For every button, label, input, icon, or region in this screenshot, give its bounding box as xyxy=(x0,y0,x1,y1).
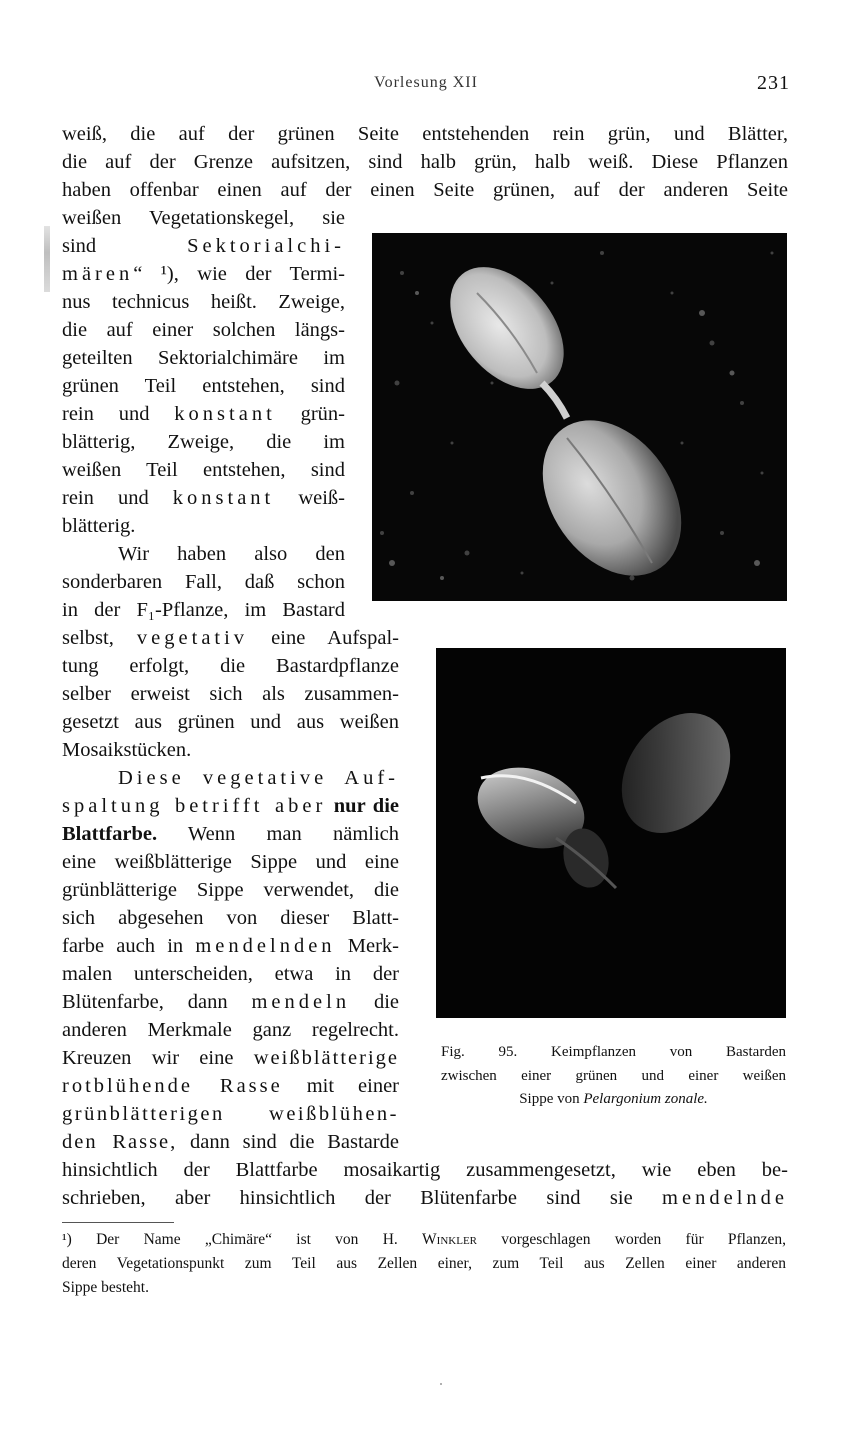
body-line: grünblätterige Sippe verwendet, die xyxy=(62,879,399,901)
emphasis-spaced: Sektorialchi- xyxy=(187,235,345,257)
body-line: eine weißblätterige Sippe und eine xyxy=(62,851,399,873)
emphasis-spaced: rotblühende Rasse xyxy=(62,1075,283,1097)
footnote-rule xyxy=(62,1222,174,1223)
page-header xyxy=(62,74,790,102)
body-line: farbe auch in mendelnden Merk- xyxy=(62,935,399,957)
body-line: blätterig, Zweige, die im xyxy=(62,431,345,453)
margin-scan-mark xyxy=(44,226,50,292)
scan-speck xyxy=(440,1383,442,1385)
emphasis-spaced: vegetativ xyxy=(136,627,249,649)
body-line: haben offenbar einen auf der einen Seite grünen, auf der anderen Seite xyxy=(62,179,788,201)
running-title: Vorlesung XII xyxy=(374,74,478,91)
body-line: Blütenfarbe, dann mendeln die xyxy=(62,991,399,1013)
emphasis-spaced: konstant xyxy=(172,487,275,509)
body-line: tung erfolgt, die Bastardpflanze xyxy=(62,655,399,677)
body-line: blätterig. xyxy=(62,515,136,537)
body-line: anderen Merkmale ganz regelrecht. xyxy=(62,1019,399,1041)
emphasis-bold: nur die xyxy=(333,795,399,817)
body-line: nus technicus heißt. Zweige, xyxy=(62,291,345,313)
body-line: die auf der Grenze aufsitzen, sind halb grün, halb weiß. Diese Pflanzen xyxy=(62,151,788,173)
figure-caption-line: zwischen einer grünen und einer weißen xyxy=(441,1068,786,1084)
emphasis-spaced: spaltung betrifft aber xyxy=(62,795,327,817)
body-line: die auf einer solchen längs- xyxy=(62,319,345,341)
emphasis-spaced: den Rasse, xyxy=(62,1131,178,1153)
emphasis-spaced: konstant xyxy=(174,403,276,425)
footnote-prefix: ¹) Der Name „Chimäre“ ist von H. xyxy=(62,1231,423,1248)
emphasis-spaced: mendelnde xyxy=(662,1187,788,1209)
body-line: mären“ ¹), wie der Termi- xyxy=(62,263,345,285)
body-line: geteilten Sektorialchimäre im xyxy=(62,347,345,369)
footnote-author: Winkler xyxy=(422,1231,478,1248)
caption-prefix: Sippe von xyxy=(519,1091,584,1107)
seedling-photo-lower xyxy=(436,648,786,1018)
body-line: sich abgesehen von dieser Blatt- xyxy=(62,907,399,929)
footnote-line xyxy=(62,1229,786,1251)
body-line: sind Sektorialchi- xyxy=(62,235,345,257)
body-line: hinsichtlich der Blattfarbe mosaikartig zusammengesetzt, wie eben be- xyxy=(62,1159,788,1181)
footnote-line: deren Vegetationspunkt zum Teil aus Zellen einer, zum Teil aus Zellen einer anderen xyxy=(62,1255,786,1272)
emphasis-spaced: weißblätterige xyxy=(253,1047,399,1069)
body-line xyxy=(62,792,399,820)
body-line: selber erweist sich als zusammen- xyxy=(62,683,399,705)
body-line: Wir haben also den xyxy=(118,543,345,565)
page-number: 231 xyxy=(757,72,790,94)
footnote-line: Sippe besteht. xyxy=(62,1279,149,1296)
seedling-photo-lower-image xyxy=(436,648,786,1018)
body-line: sonderbaren Fall, daß schon xyxy=(62,571,345,593)
body-line: weißen Vegetationskegel, sie xyxy=(62,207,345,229)
body-line: rotblühende Rasse mit einer xyxy=(62,1075,399,1097)
body-line: Blattfarbe. Wenn man nämlich xyxy=(62,823,399,845)
body-line: Kreuzen wir eine weißblätterige xyxy=(62,1047,399,1069)
body-line: Mosaikstücken. xyxy=(62,739,192,761)
body-line: weißen Teil entstehen, sind xyxy=(62,459,345,481)
body-line: malen unterscheiden, etwa in der xyxy=(62,963,399,985)
emphasis-spaced: mendeln xyxy=(251,991,351,1013)
body-line xyxy=(118,764,399,792)
emphasis-spaced: grünblätterigen weißblühen- xyxy=(62,1103,399,1125)
body-line: den Rasse, dann sind die Bastarde xyxy=(62,1131,399,1153)
emphasis-spaced: mendelnden xyxy=(195,935,336,957)
body-line: in der F₁-Pflanze, im Bastard xyxy=(62,599,345,621)
body-line: selbst, vegetativ eine Aufspal- xyxy=(62,627,399,649)
emphasis-spaced: mären xyxy=(62,263,134,285)
footnote-suffix: vorgeschlagen worden für Pflanzen, xyxy=(477,1231,786,1248)
seedling-photo-upper xyxy=(372,233,787,601)
caption-species: Pelargonium zonale. xyxy=(583,1091,708,1107)
emphasis-spaced: Diese vegetative Auf- xyxy=(118,767,399,789)
figure-caption-line: Fig. 95. Keimpflanzen von Bastarden xyxy=(441,1044,786,1060)
body-line: schrieben, aber hinsichtlich der Blütenfarbe sind sie mendelnde xyxy=(62,1187,788,1209)
body-line: gesetzt aus grünen und aus weißen xyxy=(62,711,399,733)
body-line: grünen Teil entstehen, sind xyxy=(62,375,345,397)
seedling-photo-upper-image xyxy=(372,233,787,601)
body-line: rein und konstant grün- xyxy=(62,403,346,425)
emphasis-bold: Blattfarbe. xyxy=(62,823,158,845)
body-line xyxy=(62,1100,399,1128)
figure-caption-line xyxy=(441,1089,786,1110)
body-line: rein und konstant weiß- xyxy=(62,487,345,509)
body-line: weiß, die auf der grünen Seite entstehenden rein grün, und Blätter, xyxy=(62,123,788,145)
